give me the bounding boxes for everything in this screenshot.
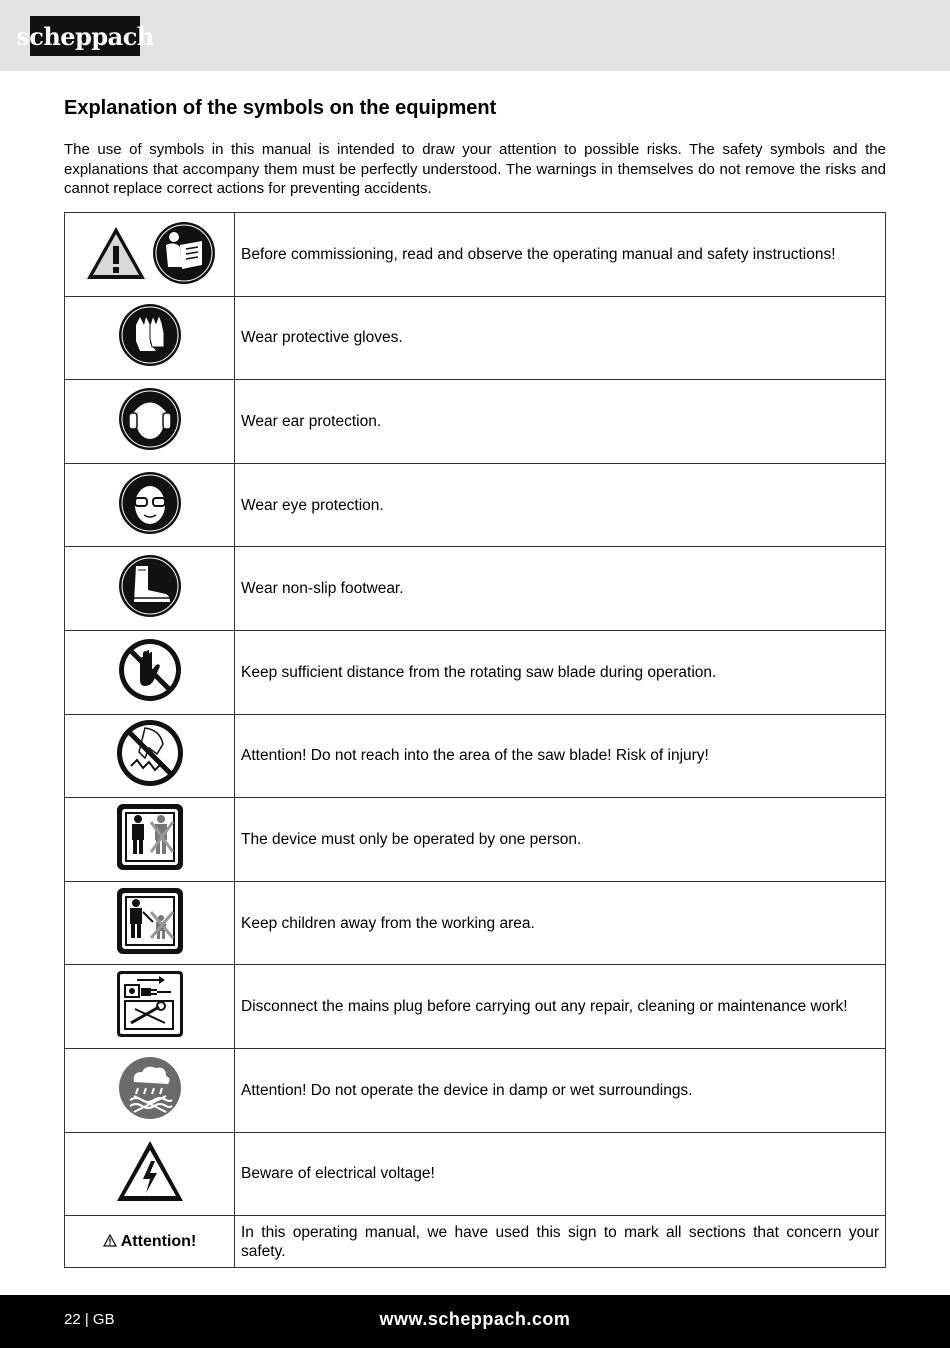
symbol-row (65, 380, 886, 464)
no-children-icon (115, 886, 185, 956)
symbol-description: Wear ear protection. (235, 380, 886, 464)
symbol-row (65, 798, 886, 882)
one-person-icon (115, 802, 185, 872)
symbol-row (65, 881, 886, 965)
symbol-row (65, 463, 886, 547)
electrical-voltage-icon (115, 1139, 185, 1203)
logo-text: scheppach (16, 21, 154, 51)
website-link[interactable]: www.scheppach.com (379, 1309, 571, 1329)
symbol-description: Before commissioning, read and observe the operating manual and safety instructions! (235, 213, 886, 297)
scheppach-logo (16, 16, 154, 56)
symbol-description: The device must only be operated by one person. (235, 798, 886, 882)
no-reach-saw-blade-icon (115, 718, 185, 788)
attention-label (103, 1233, 197, 1250)
symbol-row (65, 965, 886, 1049)
protective-gloves-icon (118, 303, 182, 367)
safety-boots-icon (118, 554, 182, 618)
symbol-description: Attention! Do not operate the device in damp or wet surroundings. (235, 1048, 886, 1132)
symbol-description: Beware of electrical voltage! (235, 1132, 886, 1216)
symbol-row (65, 296, 886, 380)
ear-protection-icon (118, 387, 182, 451)
page-title: Explanation of the symbols on the equipment (64, 97, 497, 119)
eye-protection-icon (118, 471, 182, 535)
footer-band (0, 1295, 950, 1348)
symbol-row (65, 213, 886, 297)
symbols-table (64, 212, 886, 1268)
attention-description: In this operating manual, we have used this sign to mark all sections that concern your safety. (235, 1216, 886, 1268)
read-manual-icon (152, 221, 216, 285)
intro-paragraph: The use of symbols in this manual is intended to draw your attention to possible risks. The safety symbols and the explanations that accompany them must be perfectly understood. The warnings in themselves do not remove the risks and cannot replace correct actions for preventing accidents. (64, 141, 886, 197)
no-wet-conditions-icon (118, 1056, 182, 1120)
warning-triangle-icon (103, 1234, 117, 1247)
attention-row (65, 1216, 886, 1268)
symbol-description: Keep children away from the working area. (235, 881, 886, 965)
header-band (0, 0, 950, 71)
unplug-before-maintenance-icon (115, 969, 185, 1039)
symbol-row (65, 714, 886, 798)
symbol-row (65, 547, 886, 631)
symbol-description: Keep sufficient distance from the rotating saw blade during operation. (235, 630, 886, 714)
symbol-row (65, 630, 886, 714)
no-hand-icon (118, 638, 182, 702)
symbol-row (65, 1048, 886, 1132)
warning-triangle-icon (84, 224, 148, 282)
symbol-description: Wear eye protection. (235, 463, 886, 547)
symbol-row (65, 1132, 886, 1216)
symbol-description: Wear non-slip footwear. (235, 547, 886, 631)
page-number: 22 | GB (64, 1311, 115, 1328)
symbol-description: Wear protective gloves. (235, 296, 886, 380)
symbol-description: Attention! Do not reach into the area of the saw blade! Risk of injury! (235, 714, 886, 798)
symbol-description: Disconnect the mains plug before carrying out any repair, cleaning or maintenance work! (235, 965, 886, 1049)
attention-text: Attention! (120, 1232, 197, 1250)
